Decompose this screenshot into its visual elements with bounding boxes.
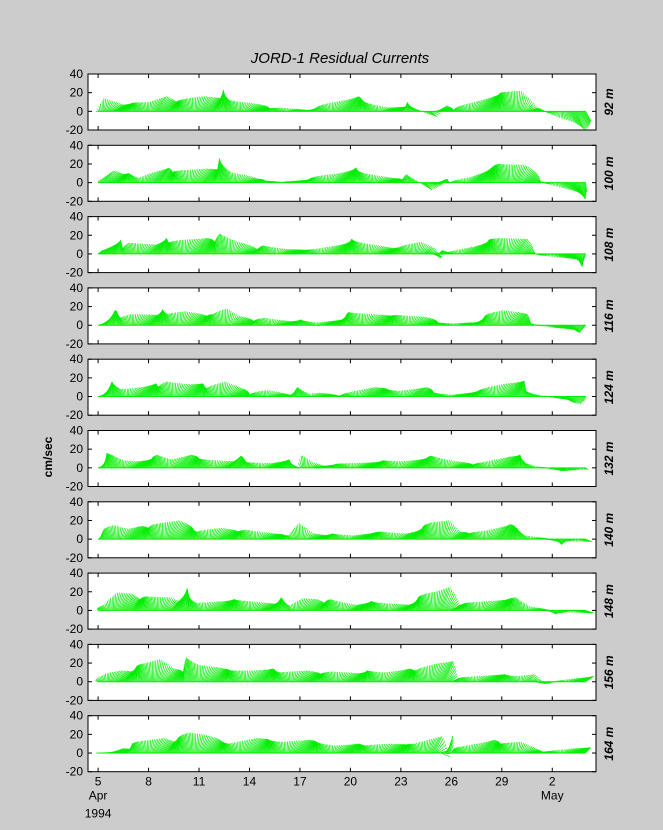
y-tick-label: -20 (65, 693, 83, 708)
chart-title: JORD-1 Residual Currents (250, 50, 430, 67)
depth-label: 116 m (602, 299, 616, 333)
panel-132m (66, 424, 616, 494)
y-tick-label: -20 (65, 123, 83, 137)
y-tick-label: 20 (69, 156, 83, 171)
panel-92m (66, 67, 616, 137)
y-tick-label: 0 (76, 175, 83, 190)
y-tick-label: 40 (69, 637, 83, 652)
depth-label: 92 m (602, 88, 616, 116)
panel-148m (66, 566, 616, 636)
y-tick-label: 0 (76, 104, 83, 119)
y-tick-label: -20 (65, 408, 83, 423)
y-tick-label: 20 (69, 228, 83, 243)
panel-108m (66, 210, 616, 280)
panel-stack (66, 67, 616, 779)
y-tick-label: 40 (69, 494, 83, 509)
y-tick-label: -20 (65, 336, 83, 351)
y-tick-label: 40 (69, 566, 83, 581)
depth-label: 156 m (602, 655, 616, 690)
y-tick-label: 20 (69, 85, 83, 100)
depth-label: 124 m (602, 370, 616, 405)
panel-frame (88, 74, 596, 130)
y-tick-label: 40 (69, 67, 83, 81)
y-tick-label: 20 (69, 370, 83, 385)
y-tick-label: 0 (76, 389, 83, 404)
y-tick-label: -20 (65, 265, 83, 280)
current-stick (138, 243, 139, 253)
y-tick-label: -20 (65, 622, 83, 637)
y-tick-label: 40 (69, 352, 83, 367)
panel-frame (88, 644, 596, 700)
y-tick-label: 40 (69, 209, 83, 224)
y-tick-label: -20 (65, 194, 83, 209)
y-tick-label: 0 (76, 603, 83, 618)
y-tick-label: 20 (69, 513, 83, 528)
y-tick-label: 20 (69, 299, 83, 314)
y-tick-label: 0 (76, 460, 83, 475)
depth-label: 140 m (602, 512, 616, 547)
panel-100m (66, 138, 616, 208)
y-tick-label: 0 (76, 674, 83, 689)
depth-label: 148 m (602, 584, 616, 619)
y-tick-label: 40 (69, 280, 83, 295)
y-tick-label: -20 (65, 550, 83, 565)
panel-124m (66, 352, 616, 422)
y-tick-label: -20 (65, 479, 83, 494)
panel-156m (66, 637, 616, 707)
panel-164m (66, 709, 616, 779)
y-tick-label: 0 (76, 246, 83, 261)
current-stick (525, 603, 526, 610)
y-tick-label: 20 (69, 656, 83, 671)
depth-label: 100 m (602, 156, 616, 191)
y-tick-label: 40 (69, 138, 83, 153)
y-tick-label: 20 (69, 584, 83, 599)
current-stick (168, 242, 169, 254)
y-tick-label: 40 (69, 423, 83, 438)
y-tick-label: 0 (76, 318, 83, 333)
panel-116m (66, 281, 616, 351)
depth-label: 108 m (602, 227, 616, 262)
depth-label: 132 m (602, 441, 616, 476)
y-tick-label: 0 (76, 532, 83, 547)
y-tick-label: 20 (69, 442, 83, 457)
panel-140m (66, 495, 616, 565)
